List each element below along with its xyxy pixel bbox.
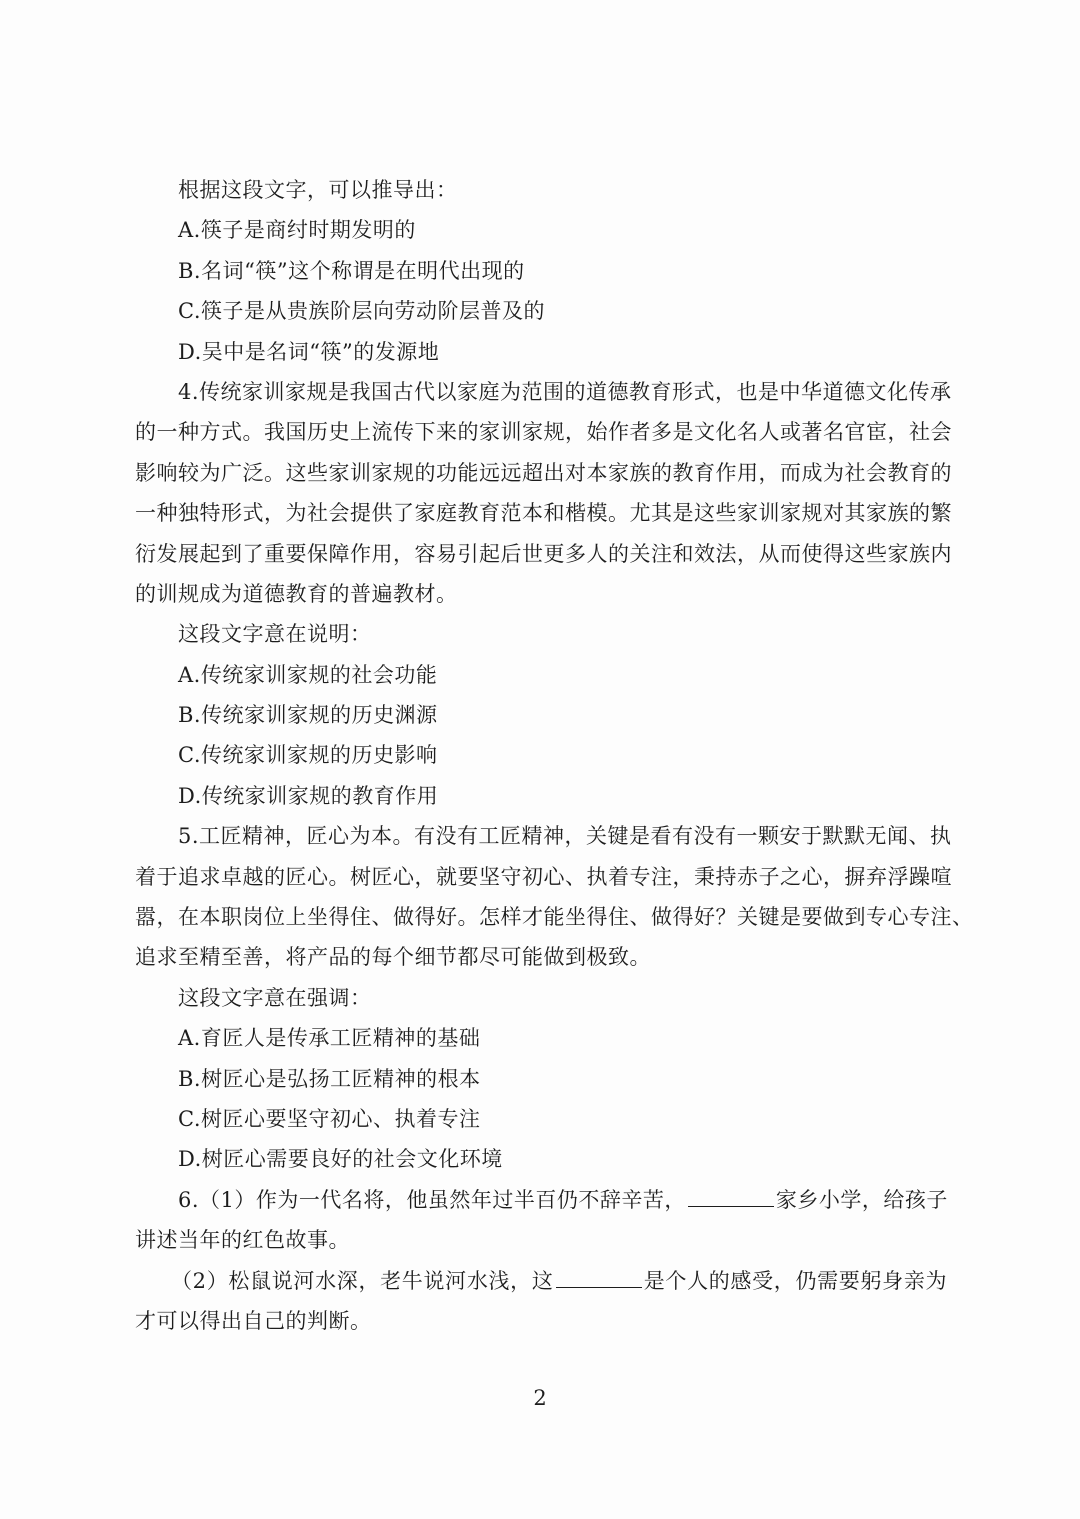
- q6-part1-text-after: 家乡小学，给孩子: [775, 1187, 948, 1212]
- q6-part1-line: [135, 1180, 947, 1220]
- q4-passage-line: 的一种方式。我国历史上流传下来的家训家规，始作者多是文化名人或著名官宦，社会: [135, 420, 952, 445]
- q3-prompt: 根据这段文字，可以推导出：: [178, 178, 458, 202]
- q5-prompt: 这段文字意在强调：: [178, 985, 372, 1010]
- q3-option-d: D.吴中是名词“筷”的发源地: [178, 339, 440, 364]
- q5-option-d: D.树匠心需要良好的社会文化环境: [178, 1147, 503, 1172]
- q5-passage-line: 嚣，在本职岗位上坐得住、做得好。怎样才能坐得住、做得好？关键是要做到专心专注、: [135, 905, 974, 930]
- q4-passage-line: 影响较为广泛。这些家训家规的功能远远超出对本家族的教育作用，而成为社会教育的: [135, 460, 952, 485]
- q6-blank-2: [556, 1269, 642, 1288]
- q5-passage-line: 追求至精至善，将产品的每个细节都尽可能做到极致。: [135, 945, 651, 970]
- q4-passage-line: 衍发展起到了重要保障作用，容易引起后世更多人的关注和效法，从而使得这些家族内: [135, 541, 952, 566]
- q6-part1-line2: 讲述当年的红色故事。: [135, 1228, 350, 1253]
- page-number: 2: [533, 1386, 547, 1410]
- q6-part2-line2: 才可以得出自己的判断。: [135, 1308, 372, 1333]
- q4-passage-line: 一种独特形式，为社会提供了家庭教育范本和楷模。尤其是这些家训家规对其家族的繁: [135, 501, 952, 526]
- q5-option-b: B.树匠心是弘扬工匠精神的根本: [178, 1066, 481, 1091]
- q5-passage-line: 着于追求卓越的匠心。树匠心，就要坚守初心、执着专注，秉持赤子之心，摒弃浮躁喧: [135, 864, 952, 889]
- q6-blank-1: [688, 1188, 774, 1207]
- q6-part2-text-after: 是个人的感受，仍需要躬身亲为: [643, 1268, 948, 1293]
- q3-option-b: B.名词“筷”这个称谓是在明代出现的: [178, 258, 525, 283]
- q4-option-d: D.传统家训家规的教育作用: [178, 783, 439, 808]
- q4-option-b: B.传统家训家规的历史渊源: [178, 703, 438, 728]
- q4-passage-line: 4.传统家训家规是我国古代以家庭为范围的道德教育形式，也是中华道德文化传承: [178, 379, 952, 404]
- q5-option-a: A.育匠人是传承工匠精神的基础: [178, 1026, 481, 1051]
- q4-option-a: A.传统家训家规的社会功能: [178, 662, 438, 687]
- q6-part2-text-before: （2）松鼠说河水深，老牛说河水浅，这: [171, 1268, 554, 1293]
- q3-option-c: C.筷子是从贵族阶层向劳动阶层普及的: [178, 299, 545, 324]
- q5-option-c: C.树匠心要坚守初心、执着专注: [178, 1106, 481, 1131]
- q5-passage-line: 5.工匠精神，匠心为本。有没有工匠精神，关键是看有没有一颗安于默默无闻、执: [178, 824, 952, 849]
- q6-part2-line: [135, 1261, 947, 1301]
- q4-prompt: 这段文字意在说明：: [178, 622, 372, 647]
- q6-part1-text-before: 6.（1）作为一代名将，他虽然年过半百仍不辞辛苦，: [178, 1187, 686, 1212]
- q4-passage-line: 的训规成为道德教育的普遍教材。: [135, 581, 458, 606]
- page-content: [135, 170, 974, 1341]
- q3-option-a: A.筷子是商纣时期发明的: [178, 218, 416, 243]
- q4-option-c: C.传统家训家规的历史影响: [178, 743, 438, 768]
